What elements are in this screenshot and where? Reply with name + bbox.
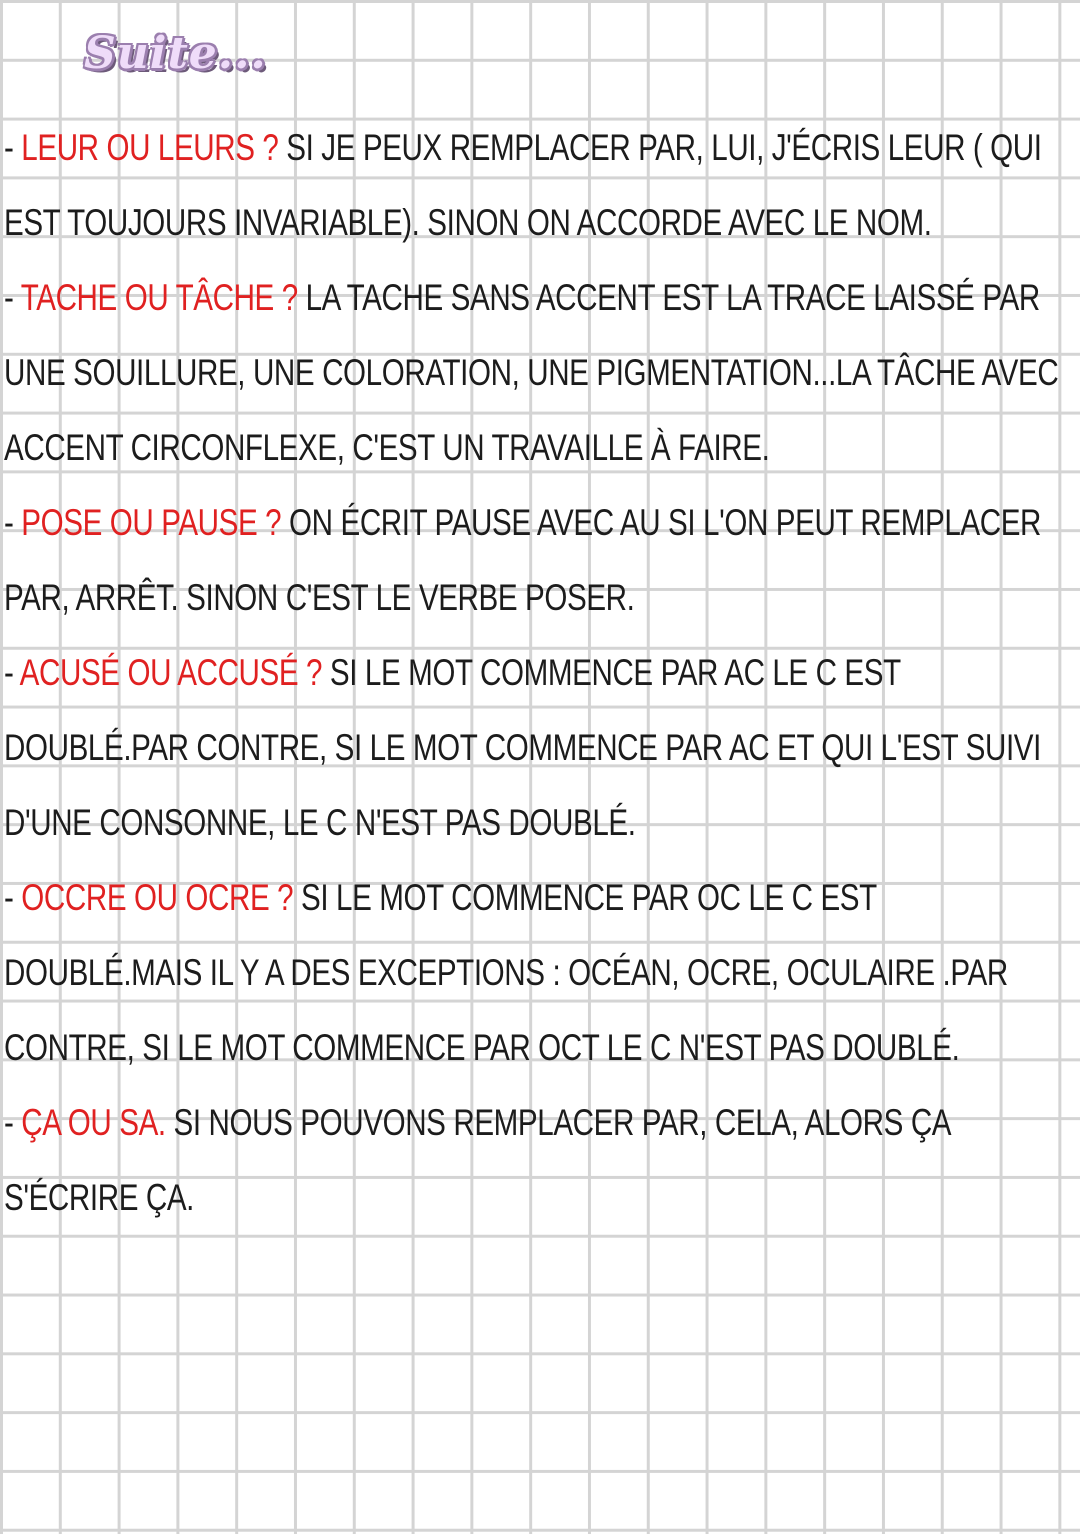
rule-dash: - [4, 877, 22, 918]
rule-occre-ocre [4, 860, 1072, 1085]
rule-ca-sa [4, 1085, 1072, 1235]
rule-dash: - [4, 277, 21, 318]
rule-term: ACUSÉ OU ACCUSÉ ? [19, 652, 323, 693]
rule-text: SI LE MOT COMMENCE PAR OC LE C EST DOUBLÉ.MAIS IL Y A DES EXCEPTIONS : OCÉAN, OCRE, OCULAIRE .PAR CONTRE, SI LE MOT COMMENCE PAR OCT LE C N'EST PAS DOUBLÉ. [4, 877, 1008, 1068]
rule-term: POSE OU PAUSE ? [21, 502, 282, 543]
rule-text: SI NOUS POUVONS REMPLACER PAR, CELA, ALORS ÇA S'ÉCRIRE ÇA. [4, 1102, 950, 1218]
rule-acuse-accuse [4, 635, 1072, 860]
rule-dash: - [4, 1102, 22, 1143]
page-title: Suite... [84, 28, 267, 79]
rule-term: TACHE OU TÂCHE ? [20, 277, 298, 318]
rule-text: SI LE MOT COMMENCE PAR AC LE C EST DOUBLÉ.PAR CONTRE, SI LE MOT COMMENCE PAR AC ET QUI L'EST SUIVI D'UNE CONSONNE, LE C N'EST PAS DOUBLÉ. [4, 652, 1041, 843]
rule-tache-tache [4, 260, 1072, 485]
rule-leur-leurs [4, 110, 1072, 260]
rules-list [4, 110, 1072, 1235]
rule-term: LEUR OU LEURS ? [21, 127, 279, 168]
rule-text: LA TACHE SANS ACCENT EST LA TRACE LAISSÉ PAR UNE SOUILLURE, UNE COLORATION, UNE PIGMENTATION...LA TÂCHE AVEC ACCENT CIRCONFLEXE, C'EST UN TRAVAILLE À FAIRE. [4, 277, 1059, 468]
rule-term: OCCRE OU OCRE ? [21, 877, 294, 918]
rule-dash: - [4, 502, 22, 543]
rule-text: ON ÉCRIT PAUSE AVEC AU SI L'ON PEUT REMPLACER PAR, ARRÊT. SINON C'EST LE VERBE POSER. [4, 502, 1042, 618]
rule-term: ÇA OU SA. [21, 1102, 166, 1143]
rule-text: SI JE PEUX REMPLACER PAR, LUI, J'ÉCRIS LEUR ( QUI EST TOUJOURS INVARIABLE). SINON ON ACCORDE AVEC LE NOM. [4, 127, 1042, 243]
rule-dash: - [4, 652, 20, 693]
rule-pose-pause [4, 485, 1072, 635]
rule-dash: - [4, 127, 22, 168]
